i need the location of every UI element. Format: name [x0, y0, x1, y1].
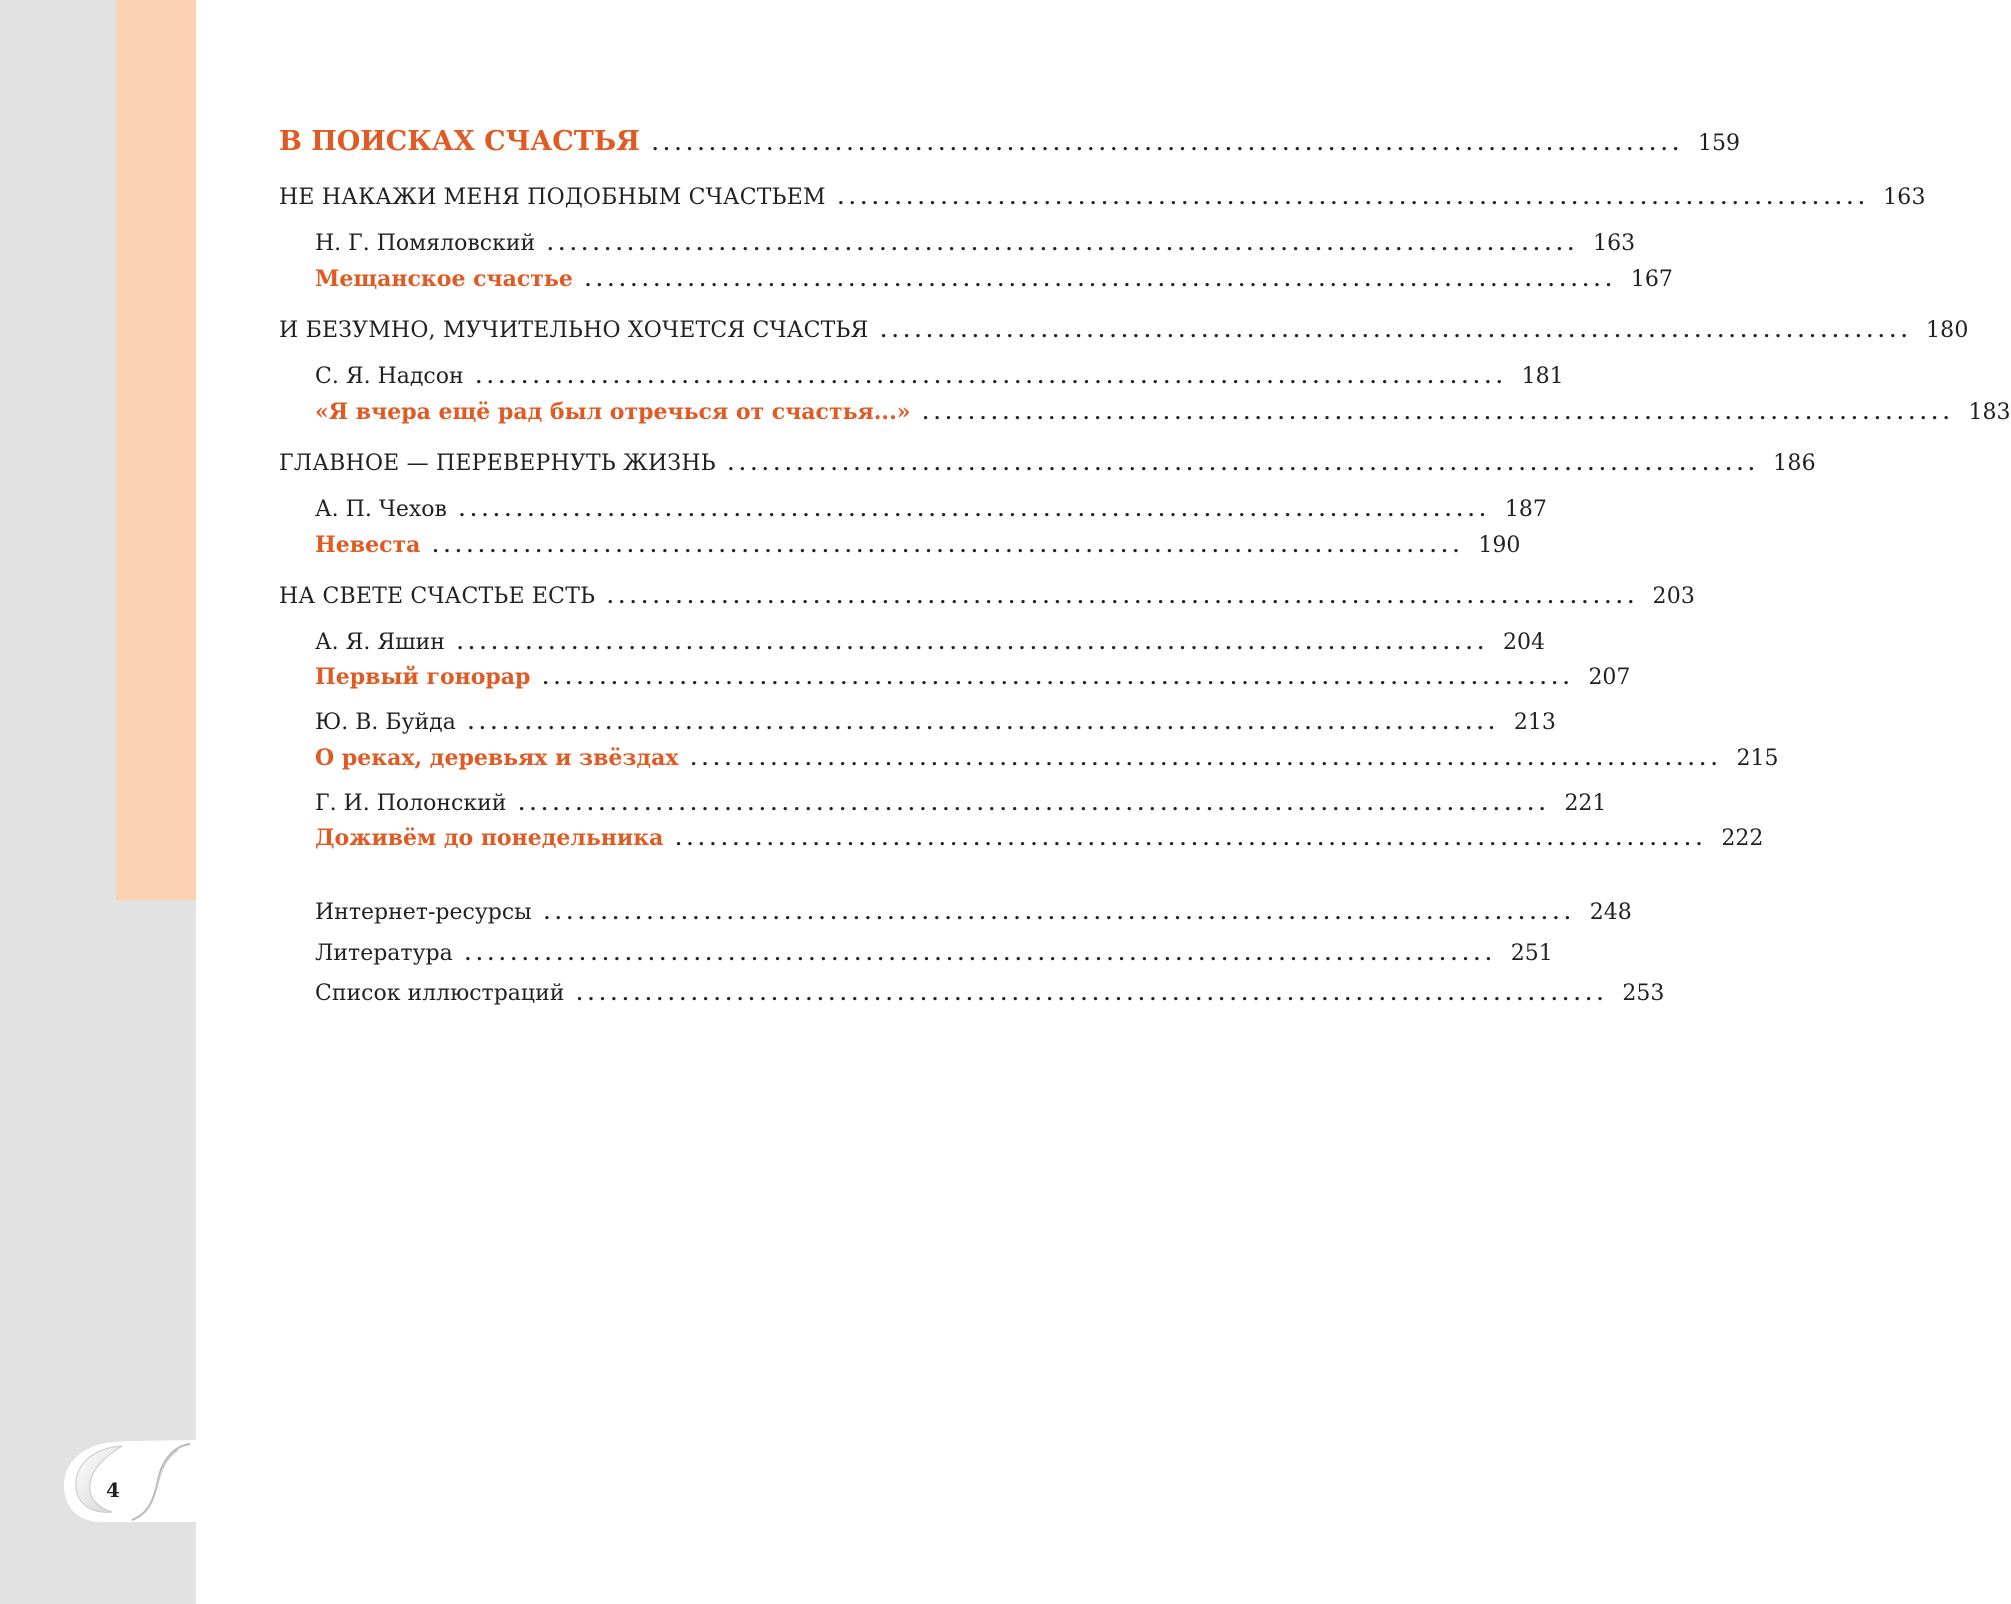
toc-entry-author[interactable]: [315, 496, 1547, 525]
toc-entry-section[interactable]: [279, 583, 1696, 612]
dot-leader: ..........................................................................................: [432, 536, 1465, 557]
toc-entry-author[interactable]: [315, 709, 1556, 738]
page-number-swirl-icon: [62, 1440, 196, 1522]
toc-page: 187: [1504, 497, 1547, 522]
toc-page: 163: [1593, 231, 1636, 256]
toc-page: 213: [1513, 710, 1556, 735]
toc-title: Доживём до понедельника: [315, 825, 664, 851]
toc-title: Список иллюстраций: [315, 981, 565, 1006]
toc-entry-work[interactable]: [315, 663, 1631, 693]
dot-leader: ..........................................................................................: [456, 633, 1489, 654]
toc-page: 204: [1502, 630, 1545, 655]
toc-title: Интернет-ресурсы: [315, 900, 532, 925]
toc-title: А. П. Чехов: [315, 497, 447, 522]
toc-entry-author[interactable]: [315, 629, 1545, 658]
toc-title: Мещанское счастье: [315, 266, 573, 292]
dot-leader: ..........................................................................................: [576, 984, 1609, 1005]
toc-title: НА СВЕТЕ СЧАСТЬЕ ЕСТЬ: [279, 584, 596, 609]
toc-entry-section[interactable]: [279, 317, 1969, 346]
toc-title: С. Я. Надсон: [315, 364, 464, 389]
toc-page: 251: [1510, 941, 1553, 966]
dot-leader: ..........................................................................................: [727, 454, 1760, 475]
toc-entry-section[interactable]: [279, 184, 1926, 213]
page-number: 4: [106, 1478, 120, 1502]
toc-entry-work[interactable]: [315, 398, 2011, 428]
toc-title: И БЕЗУМНО, МУЧИТЕЛЬНО ХОЧЕТСЯ СЧАСТЬЯ: [279, 318, 869, 343]
toc-entry-section[interactable]: [279, 450, 1816, 479]
toc-title: Литература: [315, 941, 453, 966]
dot-leader: ..........................................................................................: [922, 403, 1955, 424]
dot-leader: ..........................................................................................: [675, 829, 1708, 850]
toc-title: Ю. В. Буйда: [315, 710, 456, 735]
toc-page: 203: [1652, 584, 1696, 609]
toc-page: 190: [1478, 533, 1521, 558]
toc-title: Невеста: [315, 532, 421, 558]
dot-leader: ..........................................................................................: [458, 500, 1491, 521]
dot-leader: ..........................................................................................: [518, 794, 1551, 815]
toc-page: 186: [1773, 451, 1816, 476]
dot-leader: ..........................................................................................: [607, 587, 1640, 608]
toc-page: 207: [1588, 665, 1631, 690]
dot-leader: ..........................................................................................: [880, 321, 1913, 342]
toc-page: 221: [1564, 791, 1607, 816]
toc-entry-work[interactable]: [315, 824, 1764, 854]
toc-title: Н. Г. Помяловский: [315, 231, 536, 256]
dot-leader: ..........................................................................................: [542, 668, 1575, 689]
toc-entry-work[interactable]: [315, 531, 1521, 561]
dot-leader: ..........................................................................................: [475, 367, 1508, 388]
toc-page: 180: [1925, 318, 1969, 343]
toc-entry-author[interactable]: [315, 230, 1636, 259]
toc-entry-work[interactable]: [315, 265, 1673, 295]
dot-leader: ..........................................................................................: [584, 270, 1617, 291]
toc-title: Первый гонорар: [315, 664, 531, 690]
toc-page: 222: [1721, 826, 1764, 851]
toc-title: НЕ НАКАЖИ МЕНЯ ПОДОБНЫМ СЧАСТЬЕМ: [279, 185, 826, 210]
toc-page: 181: [1521, 364, 1564, 389]
toc-entry-appendix[interactable]: [315, 899, 1632, 928]
dot-leader: ..........................................................................................: [543, 903, 1576, 924]
dot-leader: ..........................................................................................: [651, 134, 1684, 155]
toc-entry-author[interactable]: [315, 790, 1607, 819]
toc-title: ГЛАВНОЕ — ПЕРЕВЕРНУТЬ ЖИЗНЬ: [279, 451, 716, 476]
toc-page: 183: [1968, 400, 2011, 425]
toc-title: О реках, деревьях и звёздах: [315, 745, 679, 771]
toc-title: В ПОИСКАХ СЧАСТЬЯ: [279, 126, 640, 157]
dot-leader: ..........................................................................................: [464, 944, 1497, 965]
dot-leader: ..........................................................................................: [547, 234, 1580, 255]
toc-entry-author[interactable]: [315, 363, 1564, 392]
toc-page: 159: [1697, 131, 1740, 156]
toc-entry-part[interactable]: [279, 126, 1740, 159]
toc-page: 253: [1622, 981, 1665, 1006]
toc-title: Г. И. Полонский: [315, 791, 507, 816]
toc-entry-appendix[interactable]: [315, 940, 1553, 969]
toc-title: А. Я. Яшин: [315, 630, 445, 655]
toc-entry-work[interactable]: [315, 744, 1779, 774]
toc-entry-appendix[interactable]: [315, 980, 1665, 1009]
dot-leader: ..........................................................................................: [837, 188, 1870, 209]
dot-leader: ..........................................................................................: [467, 713, 1500, 734]
toc-page: 248: [1589, 900, 1632, 925]
toc-title: «Я вчера ещё рад был отречься от счастья...»: [315, 399, 911, 425]
toc-page: 215: [1736, 746, 1779, 771]
toc-page: 163: [1883, 185, 1926, 210]
left-margin-accent-band: [116, 0, 196, 900]
toc-page: 167: [1630, 267, 1673, 292]
dot-leader: ..........................................................................................: [690, 749, 1723, 770]
